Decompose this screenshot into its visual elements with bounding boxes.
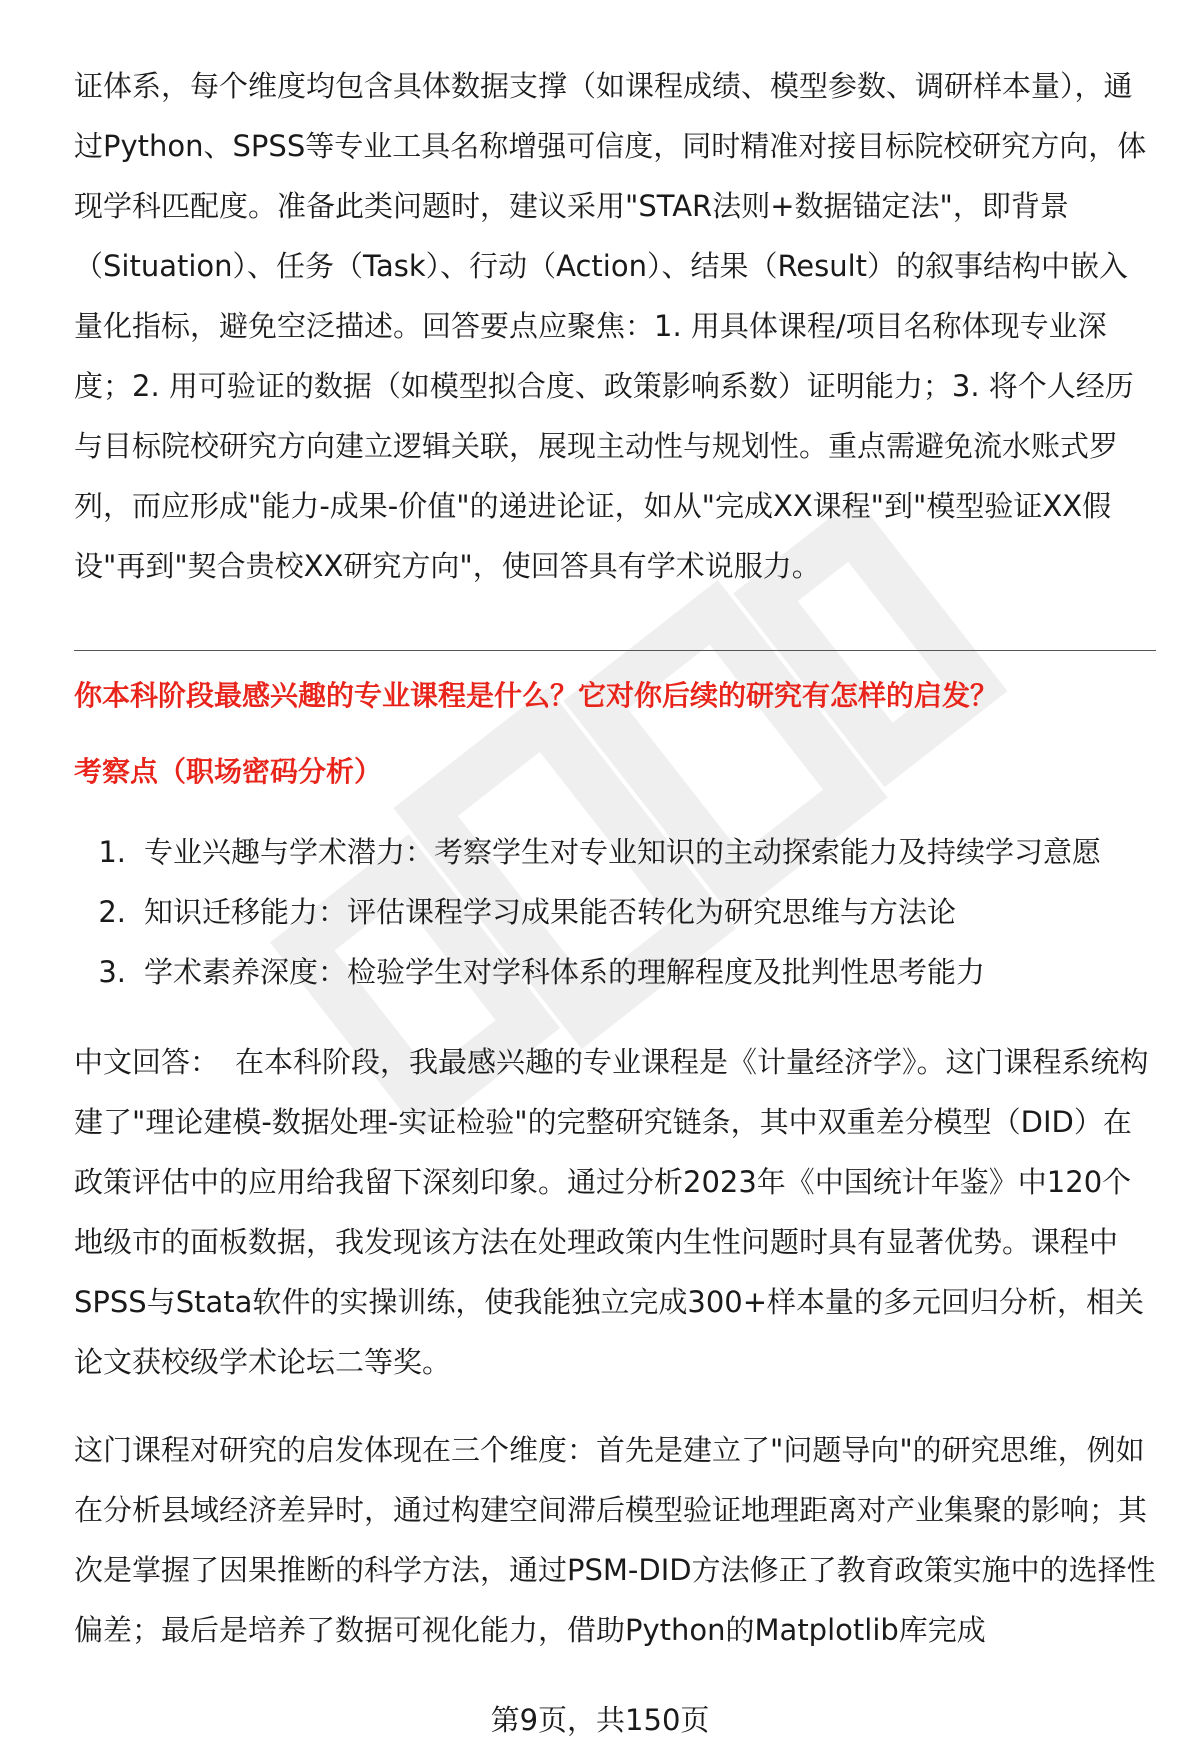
list-item-text: 学术素养深度：检验学生对学科体系的理解程度及批判性思考能力 [144, 955, 986, 989]
list-item-text: 知识迁移能力：评估课程学习成果能否转化为研究思维与方法论 [144, 895, 957, 929]
list-item [74, 942, 1101, 1002]
intro-paragraph: 证体系，每个维度均包含具体数据支撑（如课程成绩、模型参数、调研样本量），通过Python、SPSS等专业工具名称增强可信度，同时精准对接目标院校研究方向，体现学科匹配度。准备此类问题时，建议采用"STAR法则+数据锚定法"，即背景（Situation）、任务（Task）、行动（Action）、结果（Result）的叙事结构中嵌入量化指标，避免空泛描述。回答要点应聚焦：1. 用具体课程/项目名称体现专业深度；2. 用可验证的数据（如模型拟合度、政策影响系数）证明能力；3. 将个人经历与目标院校研究方向建立逻辑关联，展现主动性与规划性。重点需避免流水账式罗列，而应形成"能力-成果-价值"的递进论证，如从"完成XX课程"到"模型验证XX假设"再到"契合贵校XX研究方向"，使回答具有学术说服力。 [74, 69, 1147, 583]
list-item [74, 882, 1101, 942]
section-divider [74, 650, 1156, 651]
answer-paragraph [74, 1032, 1156, 1392]
inspiration-paragraph: 这门课程对研究的启发体现在三个维度：首先是建立了"问题导向"的研究思维，例如在分析县域经济差异时，通过构建空间滞后模型验证地理距离对产业集聚的影响；其次是掌握了因果推断的科学方法，通过PSM-DID方法修正了教育政策实施中的选择性偏差；最后是培养了数据可视化能力，借助Python的Matplotlib库完成 [74, 1433, 1156, 1647]
list-item-number: 1. [98, 835, 126, 869]
interview-question: 你本科阶段最感兴趣的专业课程是什么？它对你后续的研究有怎样的启发？ [74, 679, 999, 712]
section-title: 考察点（职场密码分析） [74, 755, 383, 788]
list-item [74, 822, 1101, 882]
answer-label: 中文回答： [74, 1045, 220, 1079]
list-item-number: 3. [98, 955, 126, 989]
list-item-text: 专业兴趣与学术潜力：考察学生对专业知识的主动探索能力及持续学习意愿 [144, 835, 1102, 869]
assessment-points-list [74, 822, 1101, 1002]
list-item-number: 2. [98, 895, 126, 929]
answer-text: 在本科阶段，我最感兴趣的专业课程是《计量经济学》。这门课程系统构建了"理论建模-数据处理-实证检验"的完整研究链条，其中双重差分模型（DID）在政策评估中的应用给我留下深刻印象。通过分析2023年《中国统计年鉴》中120个地级市的面板数据，我发现该方法在处理政策内生性问题时具有显著优势。课程中SPSS与Stata软件的实操训练，使我能独立完成300+样本量的多元回归分析，相关论文获校级学术论坛二等奖。 [74, 1045, 1149, 1379]
page-number: 第9页，共150页 [490, 1703, 710, 1737]
